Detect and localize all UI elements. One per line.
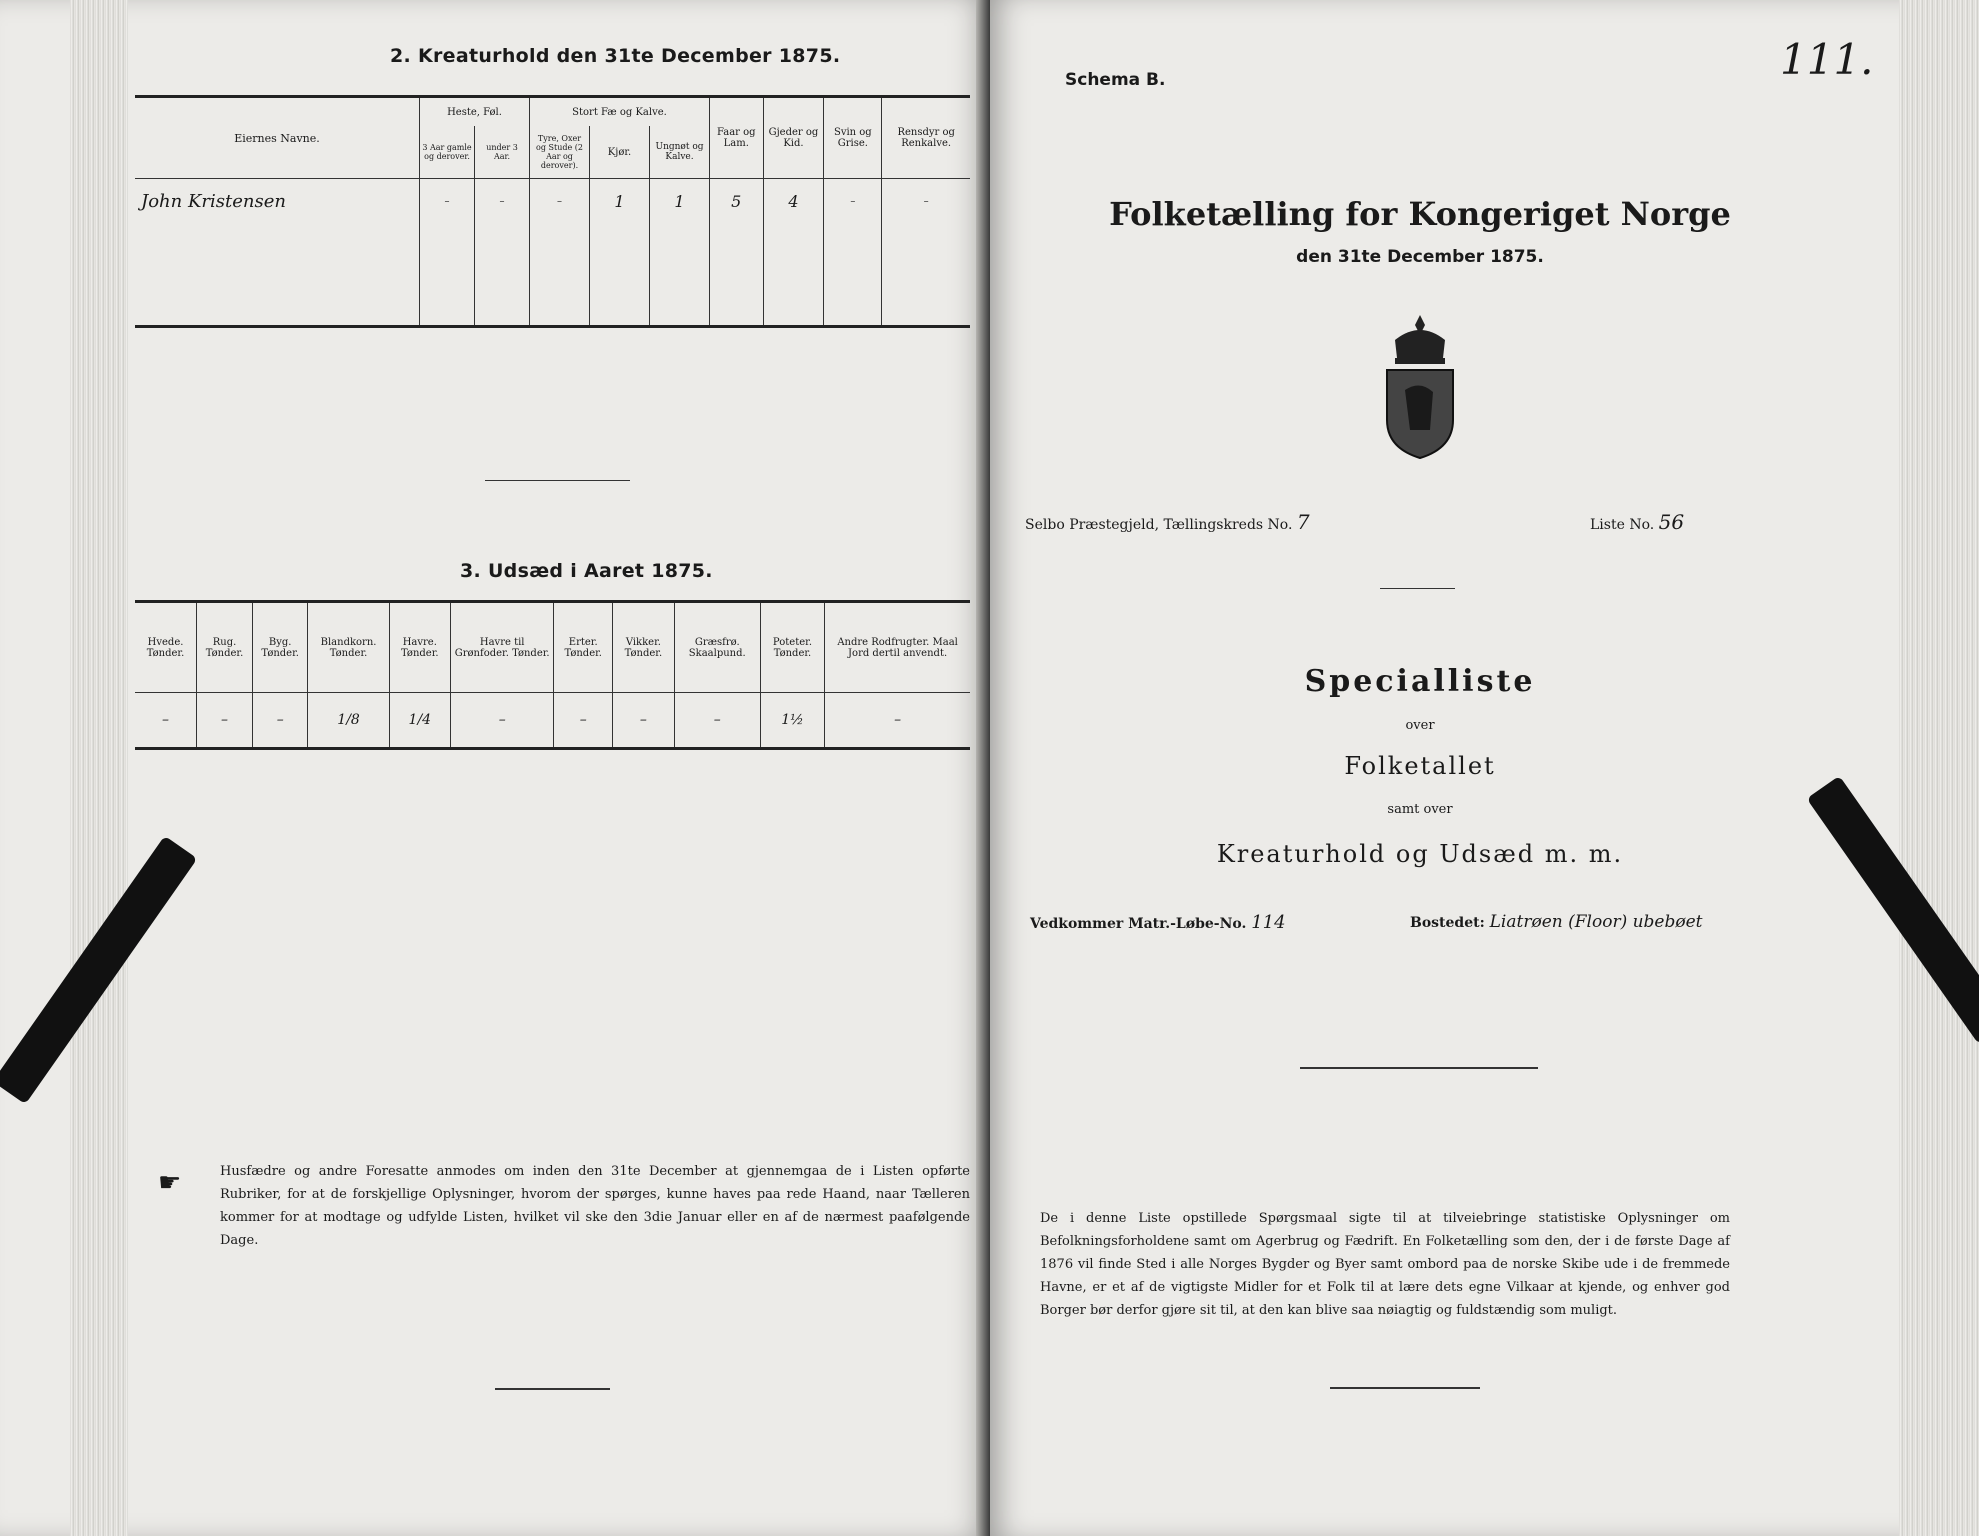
cell-svin: –	[824, 179, 882, 224]
sowing-value: –	[197, 693, 253, 749]
cell-rensdyr: –	[882, 179, 970, 224]
location-prefix: Selbo Præstegjeld, Tællingskreds No.	[1025, 517, 1293, 533]
bottom-divider	[495, 1388, 610, 1390]
kreds-no: 7	[1296, 510, 1310, 534]
divider	[1380, 588, 1455, 589]
census-date: den 31te December 1875.	[1296, 247, 1544, 267]
sowing-value: –	[450, 693, 554, 749]
left-page-edges	[70, 0, 128, 1536]
left-notice: Husfædre og andre Foresatte anmodes om inden den 31te December at gjennemgaa de i Listen opførte Rubriker, for at de forskjellige Oplysninger, hvorom der spørges, kunne haves paa rede Haand, naar Tælleren kommer for at modtage og udfylde Listen, hvilket vil ske den 3die Januar eller en af de nærmest paafølgende Dage.	[220, 1164, 970, 1248]
cell-faar: 5	[710, 179, 764, 224]
header-heste: Heste, Føl.	[420, 97, 530, 127]
cell-ungnot: 1	[650, 179, 710, 224]
samt-over-label: samt over	[1387, 802, 1453, 817]
cell-gjeder: 4	[763, 179, 824, 224]
header-kjor: Kjør.	[590, 126, 650, 179]
main-title: Folketælling for Kongeriget Norge	[1109, 195, 1731, 233]
bostedet-label: Bostedet:	[1410, 915, 1485, 931]
matr-label: Vedkommer Matr.-Løbe-No.	[1030, 916, 1247, 932]
matr-line	[1030, 912, 1286, 933]
sowing-value: –	[613, 693, 675, 749]
liste-no: 56	[1658, 510, 1685, 534]
sowing-header: Poteter. Tønder.	[760, 602, 824, 693]
bottom-divider	[1330, 1387, 1480, 1389]
right-notice: De i denne Liste opstillede Spørgsmaal sigte til at tilveiebringe statistiske Oplysninger om Befolkningsforholdene samt om Agerbrug og Fædrift. En Folketælling som den, der i de første Dage af 1876 vil finde Sted i alle Norges Bygder og Byer samt ombord paa de norske Skibe ude i de fremmede Havne, er et af de vigtigste Midler for et Folk til at lære dets egne Vilkaar at kjende, og enhver god Borger bør derfor gjøre sit til, at den kan blive saa nøiagtig og fuldstændig som muligt.	[1040, 1211, 1730, 1318]
sowing-header: Vikker. Tønder.	[613, 602, 675, 693]
page-number: 111.	[1780, 35, 1874, 84]
sowing-table	[135, 600, 970, 750]
cell-tyre: –	[530, 179, 590, 224]
header-svin: Svin og Grise.	[824, 97, 882, 179]
header-tyre: Tyre, Oxer og Stude (2 Aar og derover).	[530, 126, 590, 179]
folketallet-label: Folketallet	[1344, 752, 1496, 780]
over-label: over	[1405, 718, 1435, 733]
divider	[1300, 1067, 1538, 1069]
liste-prefix: Liste No.	[1590, 517, 1655, 533]
livestock-table	[135, 95, 970, 328]
cell-heste-under: –	[475, 179, 530, 224]
sowing-value: –	[825, 693, 970, 749]
sowing-value: –	[674, 693, 760, 749]
bostedet-value: Liatrøen (Floor) ubebøet	[1489, 912, 1703, 932]
sowing-header: Blandkorn. Tønder.	[308, 602, 389, 693]
owner-name: John Kristensen	[141, 190, 286, 212]
section3-title: 3. Udsæd i Aaret 1875.	[460, 560, 713, 582]
right-page-edges	[1899, 0, 1979, 1536]
header-stort-fae: Stort Fæ og Kalve.	[530, 97, 710, 127]
cell-kjor: 1	[590, 179, 650, 224]
header-heste-3aar: 3 Aar gamle og derover.	[420, 126, 475, 179]
sowing-header: Erter. Tønder.	[554, 602, 613, 693]
sowing-header: Byg. Tønder.	[252, 602, 307, 693]
sowing-header: Rug. Tønder.	[197, 602, 253, 693]
sowing-header: Andre Rodfrugter. Maal Jord dertil anvendt.	[825, 602, 970, 693]
sowing-value: 1½	[760, 693, 824, 749]
header-gjeder: Gjeder og Kid.	[763, 97, 824, 179]
left-page	[0, 0, 988, 1536]
kreaturhold-label: Kreaturhold og Udsæd m. m.	[1216, 840, 1624, 868]
sowing-value: –	[135, 693, 197, 749]
schema-label: Schema B.	[1065, 70, 1166, 90]
right-page	[990, 0, 1979, 1536]
sowing-value: –	[252, 693, 307, 749]
header-faar: Faar og Lam.	[710, 97, 764, 179]
sowing-value: –	[554, 693, 613, 749]
location-line	[1025, 510, 1310, 534]
header-owner: Eiernes Navne.	[234, 131, 320, 145]
sowing-header: Havre. Tønder.	[389, 602, 450, 693]
matr-no: 114	[1251, 912, 1286, 933]
cell-heste-3aar: –	[420, 179, 475, 224]
bostedet-line	[1410, 912, 1703, 932]
coat-of-arms-icon	[1375, 310, 1465, 460]
specialliste-title: Specialliste	[1304, 664, 1536, 699]
sowing-header: Græsfrø. Skaalpund.	[674, 602, 760, 693]
divider	[485, 480, 630, 481]
header-rensdyr: Rensdyr og Renkalve.	[882, 97, 970, 179]
sowing-value: 1/4	[389, 693, 450, 749]
liste-line	[1590, 510, 1684, 534]
sowing-header: Havre til Grønfoder. Tønder.	[450, 602, 554, 693]
header-ungnot: Ungnøt og Kalve.	[650, 126, 710, 179]
sowing-value: 1/8	[308, 693, 389, 749]
sowing-header: Hvede. Tønder.	[135, 602, 197, 693]
header-heste-under: under 3 Aar.	[475, 126, 530, 179]
pointing-hand-icon: ☛	[158, 1168, 182, 1198]
section2-title: 2. Kreaturhold den 31te December 1875.	[390, 45, 841, 67]
